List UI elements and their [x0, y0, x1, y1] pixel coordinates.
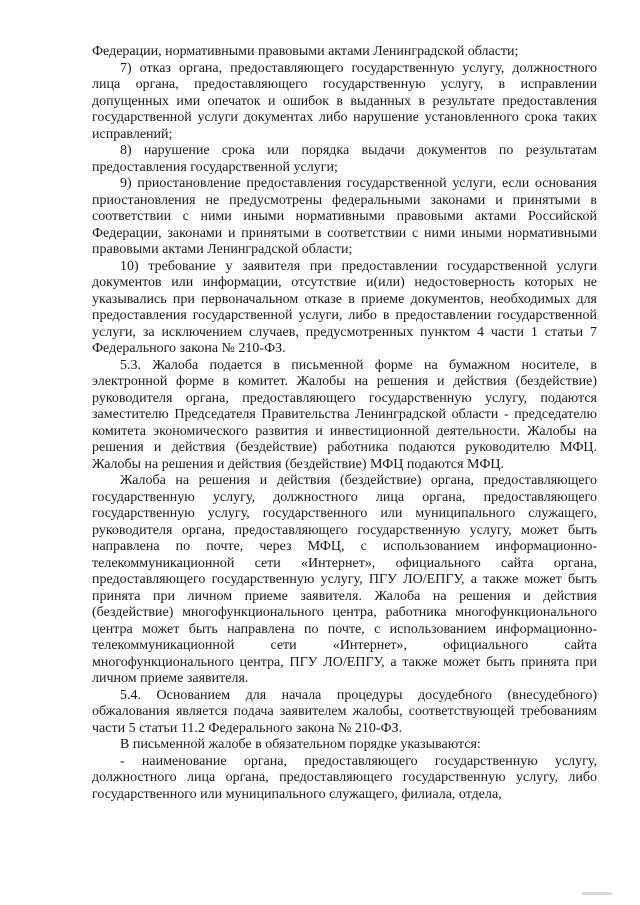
- paragraph-required-fields-intro: В письменной жалобе в обязательном порядке указываются:: [120, 737, 481, 752]
- paragraph-continuation: Федерации, нормативными правовыми актами Ленинградской области;: [92, 44, 519, 59]
- scan-artifact: [582, 892, 612, 895]
- paragraph-item-7: 7) отказ органа, предоставляющего государственную услугу, должностного лица органа, предоставляющего государственную услугу, в исправлении допущенных ими опечаток и ошибок в выданных в результате предоставления государственной услуги документах либо нарушение установленного срока таких исправлений;: [92, 60, 597, 142]
- document-body: [92, 44, 597, 803]
- paragraph-5-4: 5.4. Основанием для начала процедуры досудебного (внесудебного) обжалования является подача заявителем жалобы, соответствующей требованиям части 5 статьи 11.2 Федерального закона № 210-ФЗ.: [92, 687, 597, 736]
- paragraph-item-9: 9) приостановление предоставления государственной услуги, если основания приостановления не предусмотрены федеральными законами и принятыми в соответствии с ними иными нормативными правовыми актами Российской Федерации, законами и принятыми в соответствии с ними иными нормативными правовыми актами Ленинградской области;: [92, 176, 597, 257]
- paragraph-complaint-channels: Жалоба на решения и действия (бездействие) органа, предоставляющего государственную услугу, должностного лица органа, предоставляющего государственную услугу, государственного или муниципального служащего, руководителя органа, предоставляющего государственную услугу, может быть направлена по почте, через МФЦ, с использованием информационно-телекоммуникационной сети «Интернет», официального сайта органа, предоставляющего государственную услугу, ПГУ ЛО/ЕПГУ, а также может быть принята при личном приеме заявителя. Жалоба на решения и действия (бездействие) многофункционального центра, работника многофункционального центра может быть направлена по почте, с использованием информационно-телекоммуникационной сети «Интернет», официального сайта многофункционального центра, ПГУ ЛО/ЕПГУ, а также может быть принята при личном приеме заявителя.: [92, 473, 597, 686]
- paragraph-5-3: 5.3. Жалоба подается в письменной форме на бумажном носителе, в электронной форме в комитет. Жалобы на решения и действия (бездействие) руководителя органа, предоставляющего государственную услугу, подаются заместителю Председателя Правительства Ленинградской области - председателю комитета экономического развития и инвестиционной деятельности. Жалобы на решения и действия (бездействие) работника подаются руководителю МФЦ. Жалобы на решения и действия (бездействие) МФЦ подаются МФЦ.: [92, 357, 597, 472]
- paragraph-required-field-1: - наименование органа, предоставляющего государственную услугу, должностного лица органа, предоставляющего государственную услугу, либо государственного или муниципального служащего, филиала, отдела,: [92, 753, 597, 802]
- paragraph-item-10: 10) требование у заявителя при предоставлении государственной услуги документов или информации, отсутствие и(или) недостоверность которых не указывались при первоначальном отказе в приеме документов, необходимых для предоставления государственной услуги, либо в предоставлении государственной услуги, за исключением случаев, предусмотренных пунктом 4 части 1 статьи 7 Федерального закона № 210-ФЗ.: [92, 258, 597, 356]
- paragraph-item-8: 8) нарушение срока или порядка выдачи документов по результатам предоставления государственной услуги;: [92, 143, 597, 175]
